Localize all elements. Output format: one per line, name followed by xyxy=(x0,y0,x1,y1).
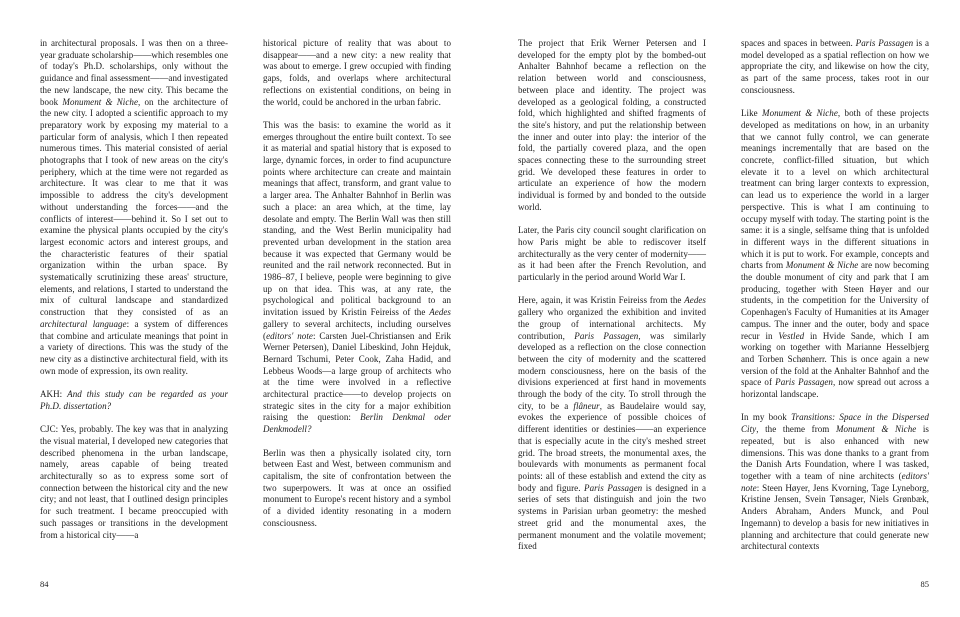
paragraph xyxy=(40,389,228,412)
italic-text-segment: Vestled xyxy=(778,330,805,341)
italic-text-segment: Monument & Niche xyxy=(835,424,917,435)
text-segment: historical picture of reality that was about to disappear——and a new city: a new reality that was about to emerge. I grew occupied with finding gaps, folds, and overlaps where architectural reflections on existential conditions, on being in the world, could be anchored in the urban fabric. xyxy=(263,38,451,107)
italic-text-segment: flâneur xyxy=(573,400,600,411)
text-segment: is designed in a series of sets that distinguish and join the two systems in Parisian urban geometry: the meshed street grid and the monumental axes, the permanent monument and the volatile movement; fixed xyxy=(518,482,706,552)
paragraph xyxy=(40,424,228,541)
italic-text-segment: Paris Passagen xyxy=(855,38,914,48)
text-segment: : a system of differences that combine and articulate meanings that point in a variety of directions. This was the study of the new city as a distinctive architectural field, with its own mode of expression, its own reality. xyxy=(40,318,228,376)
paragraph xyxy=(741,412,929,552)
text-segment: gallery to several architects, including ourselves ( xyxy=(263,318,451,341)
italic-text-segment: editors' note xyxy=(741,470,929,493)
text-column-1 xyxy=(40,38,228,541)
text-column-4 xyxy=(741,38,929,553)
paragraph xyxy=(263,38,451,108)
italic-text-segment: Aedes xyxy=(429,307,451,318)
paragraph xyxy=(518,225,706,284)
paragraph xyxy=(518,38,706,214)
text-segment: is repeated, but is also enhanced with new dimensions. This was done thanks to a grant from the Danish Arts Foundation, where I was tasked, together with a team of nine architects ( xyxy=(741,424,929,481)
paragraph xyxy=(263,448,451,530)
text-segment: in architectural proposals. I was then on a three-year graduate scholarship——which resembles one of today's Ph.D. scholarships, only without the guidance and final assessment——and investigated the new landscape, the new city. This became the book xyxy=(40,38,228,107)
text-segment: gallery who organized the exhibition and invited the group of international architects. My contribution, xyxy=(518,307,706,341)
text-segment: in Hvide Sande, which I am working on together with Marianne Hesselbjerg and Torben Schønherr. This is once again a new version of the fold at the Anhalter Bahnhof and the space of xyxy=(741,330,930,388)
paragraph xyxy=(741,108,929,401)
italic-text-segment: Berlin Denkmal oder Denkmodell? xyxy=(263,412,451,435)
italic-text-segment: Monument & Niche xyxy=(762,108,838,119)
text-segment: , the theme from xyxy=(756,424,836,435)
text-segment: : Carsten Juel-Christiansen and Erik Werner Petersen), Daniel Libeskind, John Hejduk, Bernard Tschumi, Peter Cook, Zaha Hadid, and Lebbeus Woods—a large group of architects who at the time were involved in a reflective architectural practice——to develop projects on strategic sites in the city for a major exhibition raising the question: xyxy=(263,330,451,423)
italic-text-segment: Transitions: Space in the Dispersed City xyxy=(741,412,929,435)
italic-text-segment: Paris Passagen xyxy=(584,482,643,493)
text-segment: , was similarly developed as a reflection on the close connection between the city of modernity and the scattered modern consciousness, here on the basis of the divisions experienced at first hand in movements through the body of the city. To stroll through the city, to be a xyxy=(518,330,706,411)
paragraph xyxy=(40,38,228,377)
text-segment: CJC: Yes, probably. The key was that in analyzing the visual material, I developed new categories that described phenomena in the urban landscape, namely, areas capable of being treated architecturally so as to express some sort of connection between the historical city and the new city; and not least, that I outlined design principles for such treatment. I became preoccupied with such passages or transitions in the development from a historical city——a xyxy=(40,424,228,540)
text-segment: AKH: xyxy=(40,389,68,400)
italic-text-segment: Monument & Niche xyxy=(62,96,138,107)
paragraph xyxy=(518,295,706,552)
text-segment: , both of these projects developed as meditations on how, in an urbanity that we cannot fully control, we can generate meanings incrementally that are based on the concrete, conflict-filled situation, but which elevate it to a level on which architectural treatment can bring larger contexts to expression, can lead us to experience the world in a larger perspective. This is what I am continuing to occupy myself with today. The starting point is the same: it is a single, selfsame thing that is unfolded in different ways in the different situations in which it is put to work. For example, concepts and charts from xyxy=(741,108,929,271)
italic-text-segment: And this study can be regarded as your Ph.D. dissertation? xyxy=(40,389,229,411)
text-segment: is a model developed as a spatial reflection on how we appropriate the city, and likewise on how the city, as part of the same process, takes root in our consciousness. xyxy=(741,38,930,95)
italic-text-segment: Aedes xyxy=(684,295,706,306)
italic-text-segment: architectural language xyxy=(40,318,127,329)
text-segment: are now becoming the double monument of city and park that I am producing, together with Steen Høyer and our students, in the competition for the University of Copenhagen's Faculty of Humanities at its Amager campus. The inner and the outer, body and space recur in xyxy=(741,260,929,341)
page-number-left: 84 xyxy=(40,579,49,589)
text-segment: Here, again, it was Kristin Feireiss from the xyxy=(518,295,685,306)
text-segment: In my book xyxy=(741,412,792,423)
text-segment: This was the basis: to examine the world as it emerges throughout the entire built context. To see it as material and spatial history that is exposed to large, dynamic forces, in order to find acupuncture points where architecture can create and maintain meanings that affect, transform, and grant value to a larger area. The Anhalter Bahnhof in Berlin was such a place: an area which, at the time, lay desolate and empty. The Berlin Wall was then still standing, and the West Berlin municipality had prevented urban development in the station area because it was expected that Germany would be reunited and the rail network reconnected. But in 1986–87, I believe, people were beginning to give up on that idea. This was, at any rate, the psychological and political background to an invitation issued by Kristin Feireiss of the xyxy=(263,119,451,318)
italic-text-segment: Monument & Niche xyxy=(785,260,859,271)
text-segment: : Steen Høyer, Jens Kvorning, Tage Lyneborg, Kristine Jensen, Svein Tønsager, Niels Grønbæk, Anders Abraham, Anders Munck, and Poul Ingemann) to develop a basis for new initiatives in planning and architecture that could generate new architectural contexts xyxy=(741,482,929,552)
italic-text-segment: editors' note xyxy=(266,330,313,341)
text-segment: , now spread out across a horizontal landscape. xyxy=(741,377,929,400)
page-number-right: 85 xyxy=(920,579,929,589)
text-segment: , on the architecture of the new city. I adopted a scientific approach to my preparatory work by exposing my material to a particular form of analysis, which I then repeated numerous times. This material consisted of aerial photographs that I took of new areas on the city's periphery, which at the time were not regarded as architecture. It was clear to me that it was impossible to address the city's development without understanding the forces——and the conflicts of interest——behind it. So I set out to examine the physical plants occupied by the city's largest economic actors and interest groups, and the characteristic features of their spatial organization within the urban space. By systematically scrutinizing these areas' structure, elements, and relations, I started to understand the mix of cultural landscape and standardized construction that they consisted of as an xyxy=(40,96,228,318)
paragraph xyxy=(263,120,451,436)
text-segment: Like xyxy=(741,108,763,119)
text-column-3 xyxy=(518,38,706,553)
text-segment: Later, the Paris city council sought clarification on how Paris might be able to rediscover itself architecturally as the very center of modernity——as it had been after the French Revolution, and particularly in the period around World War I. xyxy=(518,225,706,283)
text-segment: The project that Erik Werner Petersen and I developed for the empty plot by the bombed-out Anhalter Bahnhof became a reflection on the relation between world and consciousness, between place and identity. The project was developed as a geological folding, a constructed fold, which highlighted and shifted fragments of the site's history, and put the relationship between the inner and outer into play: the interior of the fold, the partially covered plaza, and the open spaces connecting these to the surrounding street grid. We developed these features in order to articulate an experience of how the modern individual is formed by and bonded to the outside world. xyxy=(518,38,706,212)
text-segment: Berlin was then a physically isolated city, torn between East and West, between communism and capitalism, the site of confrontation between the two superpowers. It was at once an ossified monument to Europe's recent history and a symbol of a divided identity resonating in a modern consciousness. xyxy=(263,447,451,528)
italic-text-segment: Paris Passagen xyxy=(775,377,833,388)
text-segment: spaces and spaces in between. xyxy=(741,38,856,48)
text-column-2 xyxy=(263,38,451,530)
italic-text-segment: Paris Passagen xyxy=(574,330,639,341)
text-segment: , as Baudelaire would say, evokes the experience of possible choices of different identities or destinies——an experience that is especially acute in the city's meshed street grid. The broad streets, the monumental axes, the boulevards with monuments as permanent focal points: all of these establish and extend the city as body and figure. xyxy=(518,400,706,493)
paragraph xyxy=(741,38,929,97)
